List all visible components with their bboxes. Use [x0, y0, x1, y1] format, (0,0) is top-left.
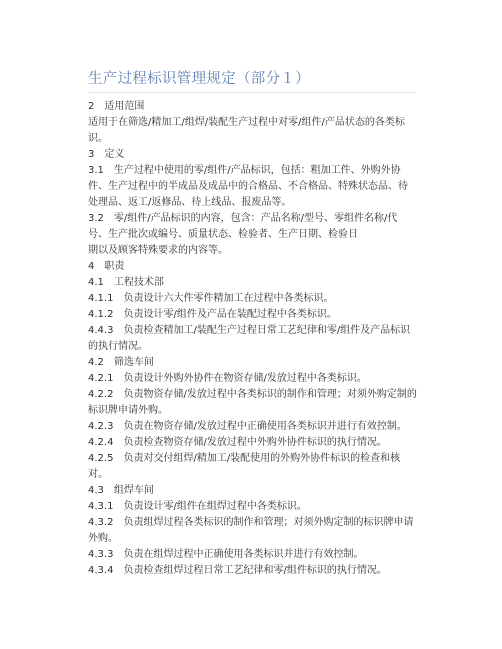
body-line: 件、生产过程中的半成品及成品中的合格品、不合格品、特殊状态品、待 — [88, 181, 408, 192]
body-line: 适用于在筛选/精加工/组焊/装配生产过程中对零/组件/产品状态的各类标 — [88, 117, 405, 128]
body-line: 识。 — [88, 133, 108, 144]
document-title: 生产过程标识管理规定（部分１） — [88, 71, 310, 87]
body-line: 外购。 — [88, 533, 118, 544]
body-line: 标识牌申请外购。 — [88, 405, 168, 416]
body-line: 号、生产批次或编号、质量状态、检验者、生产日期、检验日 — [88, 229, 358, 240]
body-line: 4.2.4 负责检查物资存储/发放过程中外购外协件标识的执行情况。 — [88, 437, 387, 448]
body-line: 处理品、返工/返修品、待上线品、报废品等。 — [88, 197, 292, 208]
body-line: 4.2.1 负责设计外购外协件在物资存储/发放过程中各类标识。 — [88, 373, 367, 384]
body-line: 4 职责 — [88, 261, 125, 272]
body-line: 4.2.2 负责物资存储/发放过程中各类标识的制作和管理；对须外购定制的 — [88, 389, 417, 400]
body-line: 4.3.1 负责设计零/组件在组焊过程中各类标识。 — [88, 501, 307, 512]
body-line: 4.3 组焊车间 — [88, 485, 154, 496]
document-body — [88, 99, 424, 579]
body-line: 4.4.3 负责检查精加工/装配生产过程日常工艺纪律和零/组件及产品标识 — [88, 325, 411, 336]
body-line: 4.2 筛选车间 — [88, 357, 154, 368]
body-line: 3.1 生产过程中使用的零/组件/产品标识，包括：粗加工件、外购外协 — [88, 165, 401, 176]
body-line: 3.2 零/组件/产品标识的内容，包含：产品名称/型号、零组件名称/代 — [88, 213, 398, 224]
body-line: 2 适用范围 — [88, 101, 145, 112]
body-line: 4.2.5 负责对交付组焊/精加工/装配使用的外购外协件标识的检查和核 — [88, 453, 401, 464]
body-line: 3 定义 — [88, 149, 125, 160]
body-line: 4.1 工程技术部 — [88, 277, 164, 288]
title-divider — [88, 92, 416, 93]
body-line: 4.1.2 负责设计零/组件及产品在装配过程中各类标识。 — [88, 309, 337, 320]
body-line: 对。 — [88, 469, 108, 480]
body-line: 4.1.1 负责设计六大件零件精加工在过程中各类标识。 — [88, 293, 334, 304]
body-line: 4.3.2 负责组焊过程各类标识的制作和管理；对须外购定制的标识牌申请 — [88, 517, 414, 528]
body-line: 4.3.3 负责在组焊过程中正确使用各类标识并进行有效控制。 — [88, 549, 364, 560]
body-line: 4.3.4 负责检查组焊过程日常工艺纪律和零/组件标识的执行情况。 — [88, 565, 387, 576]
body-line: 的执行情况。 — [88, 341, 148, 352]
body-line: 4.2.3 负责在物资存储/发放过程中正确使用各类标识并进行有效控制。 — [88, 421, 407, 432]
body-line: 期以及顾客特殊要求的内容等。 — [88, 245, 228, 256]
